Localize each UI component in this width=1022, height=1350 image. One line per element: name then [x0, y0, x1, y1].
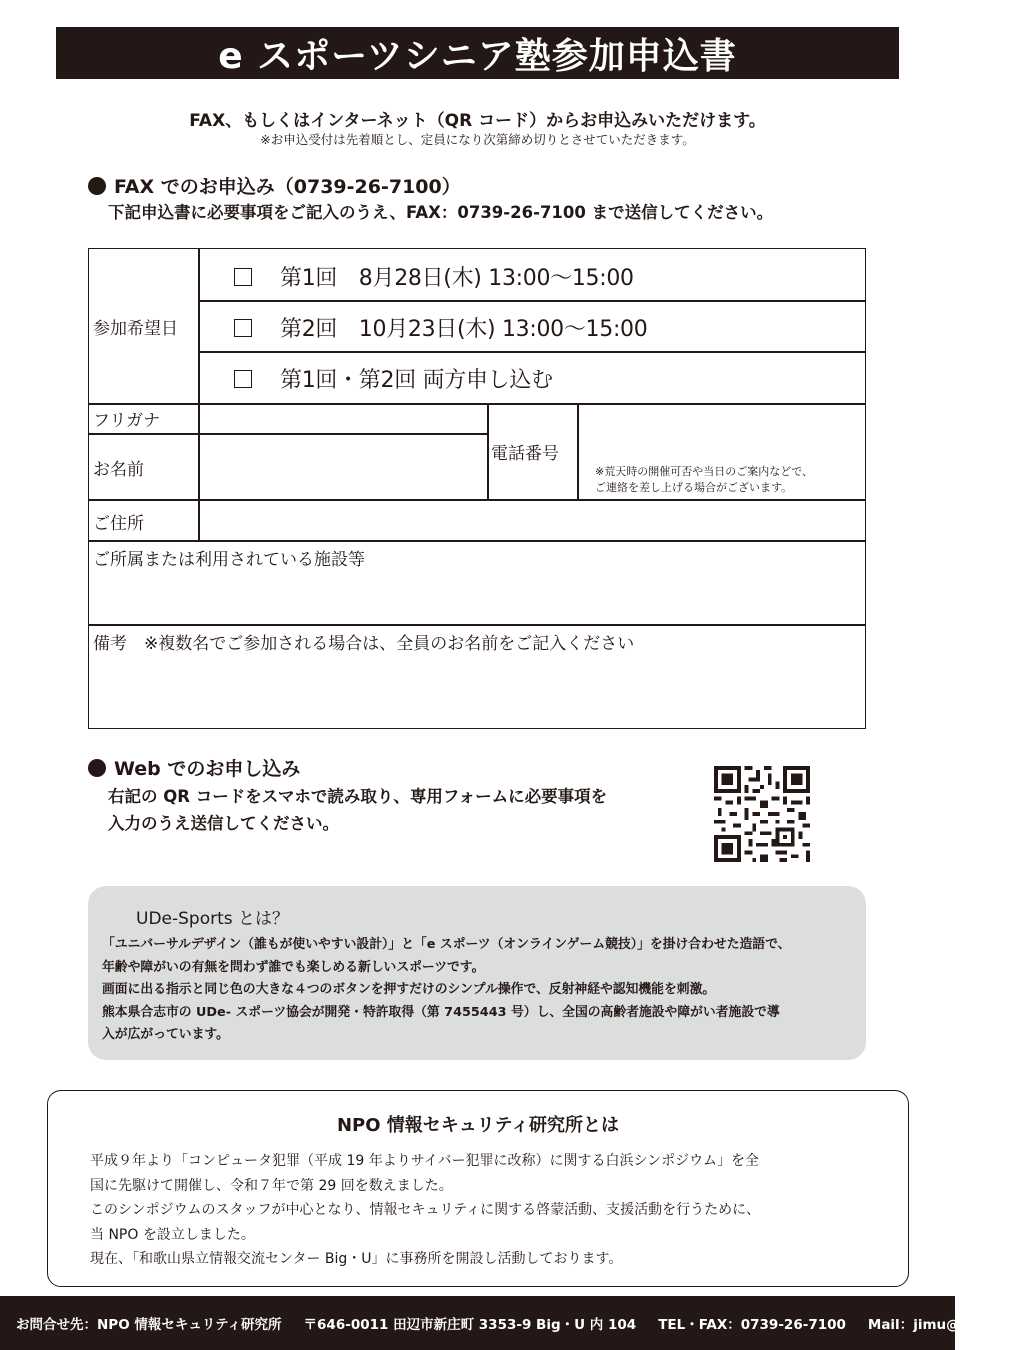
remarks-field[interactable] [89, 653, 865, 727]
phone-note-2: ご連絡を差し上げる場合がございます。 [595, 481, 793, 494]
web-description-1: 右記の QR コードをスマホで読み取り、専用フォームに必要事項を [108, 787, 608, 806]
intro-main-text: FAX、もしくはインターネット（QR コード）からお申込みいただけます。 [189, 111, 766, 131]
ude-title: UDe-Sports とは？ [136, 909, 290, 929]
web-description-2: 入力のうえ送信してください。 [108, 814, 339, 833]
divider [198, 300, 865, 302]
filled-circle-icon [88, 177, 106, 195]
footer-address: 〒646-0011 田辺市新庄町 3353-9 Big・U 内 104 [303, 1317, 637, 1333]
ude-sports-info-box [88, 886, 866, 1060]
furigana-label: フリガナ [93, 411, 161, 431]
divider [89, 624, 865, 626]
date-option-both[interactable] [234, 363, 553, 394]
application-form [88, 248, 866, 729]
footer-contact-bar [0, 1296, 1022, 1350]
npo-line: このシンポジウムのスタッフが中心となり、情報セキュリティに関する啓蒙活動、支援活動を行うために、 [90, 1202, 761, 1218]
web-heading-text: Web でのお申し込み [114, 758, 301, 780]
ude-line: 入が広がっています。 [102, 1027, 229, 1042]
fax-heading-text: FAX でのお申込み（0739-26-7100） [114, 176, 461, 198]
npo-body [90, 1149, 760, 1272]
affiliation-field[interactable] [89, 569, 865, 623]
intro-note-text: ※お申込受付は先着順とし、定員になり次第締め切りとさせていただきます。 [260, 132, 695, 147]
ude-line: 熊本県合志市の UDe- スポーツ協会が開発・特許取得（第 7455443 号）し、全国の高齢者施設や障がい者施設で導 [102, 1004, 780, 1020]
qr-code-icon[interactable] [714, 766, 810, 862]
npo-title: NPO 情報セキュリティ研究所とは [336, 1115, 620, 1136]
checkbox-icon[interactable] [234, 370, 252, 388]
date-option-label: 第2回 10月23日(木) 13:00～15:00 [280, 317, 648, 342]
name-label: お名前 [93, 460, 144, 480]
divider [89, 540, 865, 542]
divider [487, 403, 489, 499]
remarks-label: 備考 ※複数名でご参加される場合は、全員のお名前をご記入ください [93, 634, 635, 654]
affiliation-label: ご所属または利用されている施設等 [93, 550, 365, 570]
npo-info-box [47, 1090, 909, 1287]
ude-line: 年齢や障がいの有無を問わず誰でも楽しめる新しいスポーツです。 [102, 959, 485, 975]
ude-body [102, 934, 790, 1047]
npo-line: 当 NPO を設立しました。 [90, 1226, 255, 1243]
date-label: 参加希望日 [93, 319, 178, 339]
footer-tel: TEL・FAX：0739-26-7100 [658, 1317, 846, 1333]
name-field[interactable] [200, 435, 486, 498]
date-option-label: 第1回・第2回 両方申し込む [280, 368, 553, 393]
footer-contact: お問合せ先：NPO 情報セキュリティ研究所 [16, 1317, 282, 1333]
web-section-heading [88, 754, 300, 781]
page-title: e スポーツシニア塾参加申込書 [56, 27, 899, 79]
fax-description: 下記申込書に必要事項をご記入のうえ、FAX：0739-26-7100 まで送信してください。 [108, 203, 774, 222]
filled-circle-icon [88, 759, 106, 777]
furigana-field[interactable] [200, 405, 486, 432]
ude-line: 画面に出る指示と同じ色の大きな４つのボタンを押すだけのシンプル操作で、反射神経や認知機能を刺激。 [102, 982, 716, 997]
date-option-2[interactable] [234, 312, 647, 343]
date-option-1[interactable] [234, 261, 634, 292]
divider [198, 249, 200, 403]
npo-line: 国に先駆けて開催し、令和７年で第 29 回を数えました。 [90, 1177, 453, 1194]
fax-section-heading [88, 172, 461, 199]
phone-label: 電話番号 [491, 444, 559, 464]
npo-line: 平成９年より「コンピュータ犯罪（平成 19 年よりサイバー犯罪に改称）に関する白浜シンポジウム」を全 [90, 1153, 759, 1169]
address-label: ご住所 [93, 514, 144, 534]
checkbox-icon[interactable] [234, 319, 252, 337]
ude-line: 「ユニバーサルデザイン（誰もが使いやすい設計）」と「e スポーツ（オンラインゲーム競技）」を掛け合わせた造語で、 [102, 937, 791, 952]
address-field[interactable] [200, 501, 863, 539]
phone-note-1: ※荒天時の開催可否や当日のご案内などで、 [595, 465, 813, 478]
checkbox-icon[interactable] [234, 268, 252, 286]
date-option-label: 第1回 8月28日(木) 13:00～15:00 [280, 266, 634, 291]
divider [198, 351, 865, 353]
npo-line: 現在、「和歌山県立情報交流センター Big・U」に事務所を開設し活動しております。 [90, 1251, 623, 1267]
footer-mail[interactable]: Mail：jimu@riis.or.jp [867, 1317, 1022, 1333]
